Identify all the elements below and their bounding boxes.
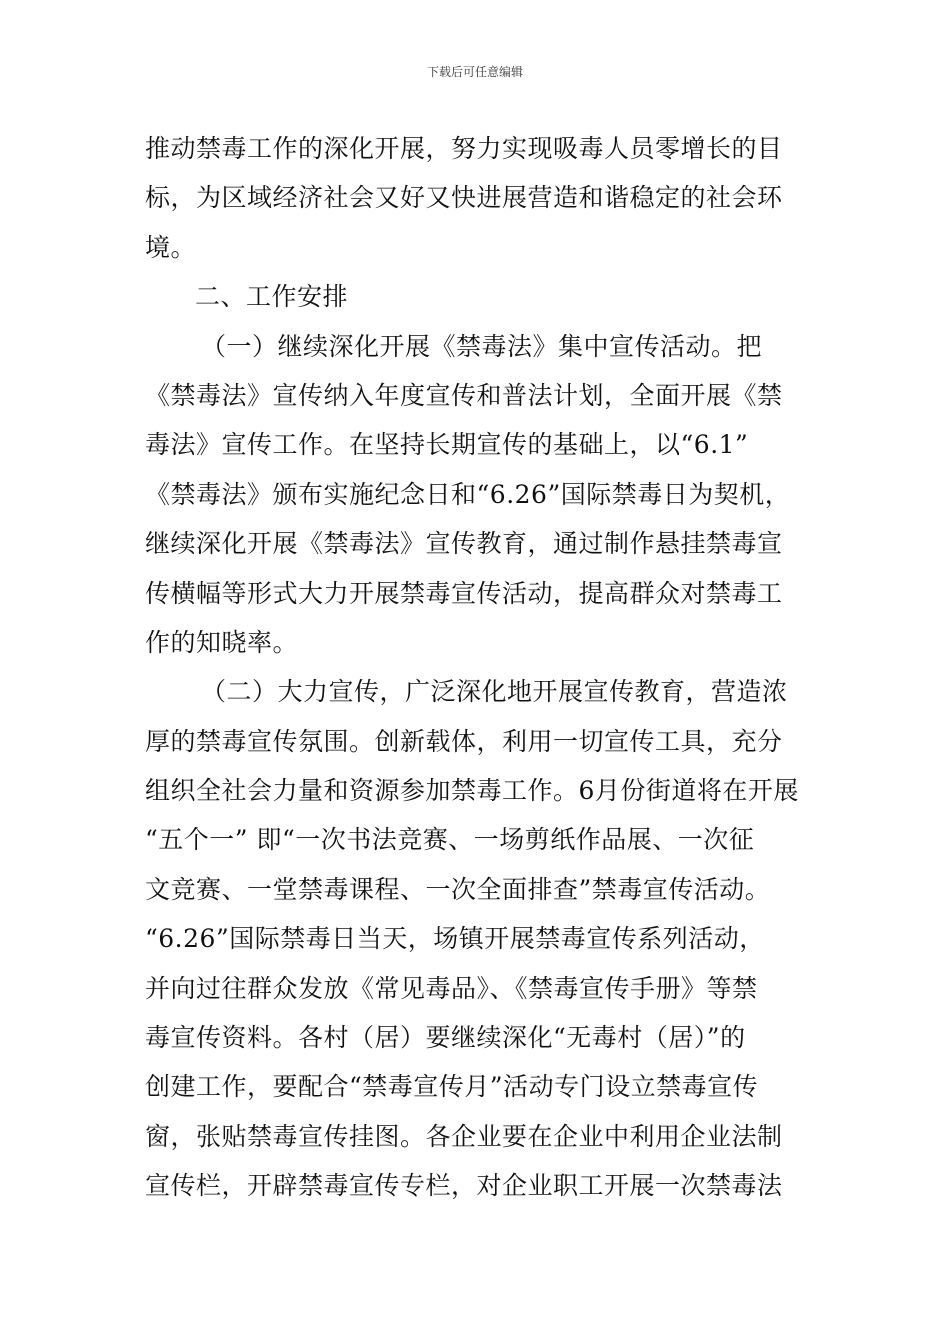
text-line: 创建工作，要配合“禁毒宣传月”活动专门设立禁毒宣传 [145, 1072, 759, 1102]
page-header: 下载后可任意编辑 [426, 65, 523, 79]
text-line: 传横幅等形式大力开展禁毒宣传活动，提高群众对禁毒工 [145, 578, 783, 608]
text-line: 组织全社会力量和资源参加禁毒工作。6月份街道将在开展 [145, 776, 799, 806]
text-line: 厚的禁毒宣传氛围。创新载体，利用一切宣传工具，充分 [145, 726, 783, 756]
text-line: “6.26”国际禁毒日当天，场镇开展禁毒宣传系列活动， [145, 924, 765, 954]
text-line: 毒宣传资料。各村（居）要继续深化“无毒村（居）”的 [145, 1023, 746, 1053]
text-line: 继续深化开展《禁毒法》宣传教育，通过制作悬挂禁毒宣 [145, 529, 783, 559]
text-line: 窗，张贴禁毒宣传挂图。各企业要在企业中利用企业法制 [145, 1121, 783, 1151]
document-body [145, 124, 825, 1211]
text-line: 《禁毒法》颁布实施纪念日和“6.26”国际禁毒日为契机， [145, 479, 791, 509]
text-line: 标，为区域经济社会又好又快进展营造和谐稳定的社会环 [145, 183, 783, 213]
text-line: 境。 [145, 232, 197, 262]
text-line: 并向过往群众发放《常见毒品》、《禁毒宣传手册》等禁 [145, 973, 758, 1003]
text-line: （一）继续深化开展《禁毒法》集中宣传活动。把 [201, 331, 763, 361]
text-line: 二、工作安排 [195, 282, 349, 312]
text-line: 推动禁毒工作的深化开展，努力实现吸毒人员零增长的目 [145, 134, 783, 163]
text-line: “五个一” 即“一次书法竞赛、一场剪纸作品展、一次征 [145, 825, 755, 855]
text-line: 毒法》宣传工作。在坚持长期宣传的基础上，以“6.1” [145, 430, 749, 460]
text-line: 宣传栏，开辟禁毒宣传专栏，对企业职工开展一次禁毒法 [145, 1171, 783, 1201]
text-line: （二）大力宣传，广泛深化地开展宣传教育，营造浓 [201, 677, 788, 707]
text-line: 作的知晓率。 [145, 627, 299, 657]
text-line: 文竞赛、一堂禁毒课程、一次全面排查”禁毒宣传活动。 [145, 874, 771, 904]
text-line: 《禁毒法》宣传纳入年度宣传和普法计划，全面开展《禁 [145, 380, 783, 410]
